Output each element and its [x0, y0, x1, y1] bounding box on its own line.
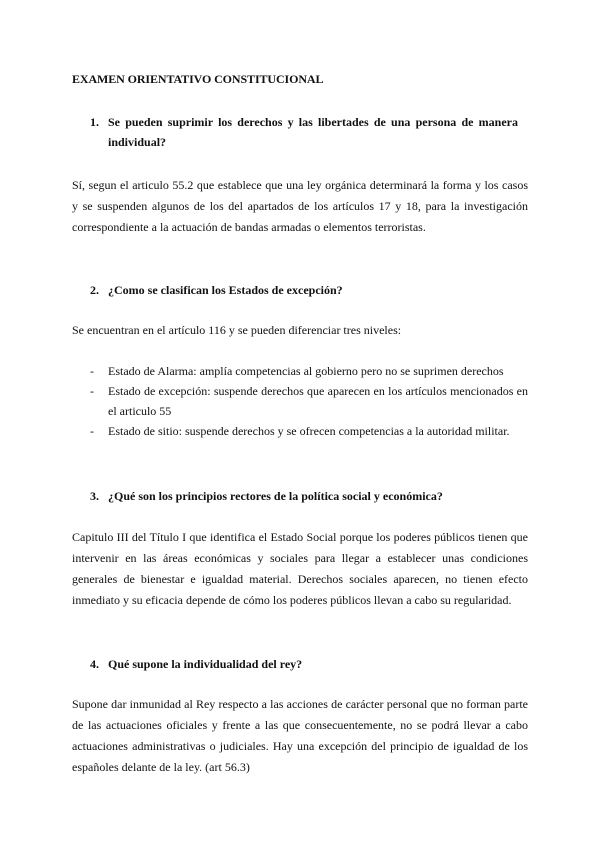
states-list	[72, 361, 528, 441]
list-item-text: Estado de excepción: suspende derechos que aparecen en los artículos mencionados en el articulo 55	[108, 384, 528, 418]
list-marker: -	[90, 424, 94, 438]
list-item-text: Estado de Alarma: amplía competencias al gobierno pero no se suprimen derechos	[108, 364, 504, 378]
answer-3: Capitulo III del Título I que identifica el Estado Social porque los poderes públicos tienen que intervenir en las áreas económicas y sociales para llegar a establecer unas condiciones generales de bienestar e igualdad material. Derechos sociales aparecen, no tienen efecto inmediato y su eficacia depende de cómo los poderes públicos llevan a cabo su regularidad.	[72, 530, 528, 607]
list-marker: -	[90, 364, 94, 378]
answer-4: Supone dar inmunidad al Rey respecto a las acciones de carácter personal que no forman parte de las actuaciones oficiales y frente a las que consecuentemente, no se podrá llevar a cabo actuaciones administrativas o judiciales. Hay una excepción del principio de igualdad de los españoles delante de la ley. (art 56.3)	[72, 697, 528, 774]
question-3-number: 3.	[90, 489, 99, 503]
question-2-text: ¿Como se clasifican los Estados de excepción?	[108, 283, 343, 297]
list-item	[72, 421, 528, 441]
question-1-number: 1.	[90, 115, 99, 129]
question-4-number: 4.	[90, 657, 99, 671]
answer-2: Se encuentran en el artículo 116 y se pueden diferenciar tres niveles:	[72, 323, 402, 337]
list-item	[72, 381, 528, 421]
question-2-number: 2.	[90, 283, 99, 297]
answer-1: Sí, segun el articulo 55.2 que establece que una ley orgánica determinará la forma y los casos y se suspenden algunos de los del apartados de los artículos 17 y 18, para la investigación correspondiente a la actuación de bandas armadas o elementos terroristas.	[72, 178, 528, 234]
question-4-text: Qué supone la individualidad del rey?	[108, 657, 303, 671]
question-3-text: ¿Qué son los principios rectores de la política social y económica?	[108, 489, 443, 503]
list-item-text: Estado de sitio: suspende derechos y se ofrecen competencias a la autoridad militar.	[108, 424, 510, 438]
document-title: EXAMEN ORIENTATIVO CONSTITUCIONAL	[72, 72, 324, 86]
question-1-text: Se pueden suprimir los derechos y las libertades de una persona de manera individual?	[108, 115, 518, 149]
list-marker: -	[90, 384, 94, 398]
list-item	[72, 361, 528, 381]
